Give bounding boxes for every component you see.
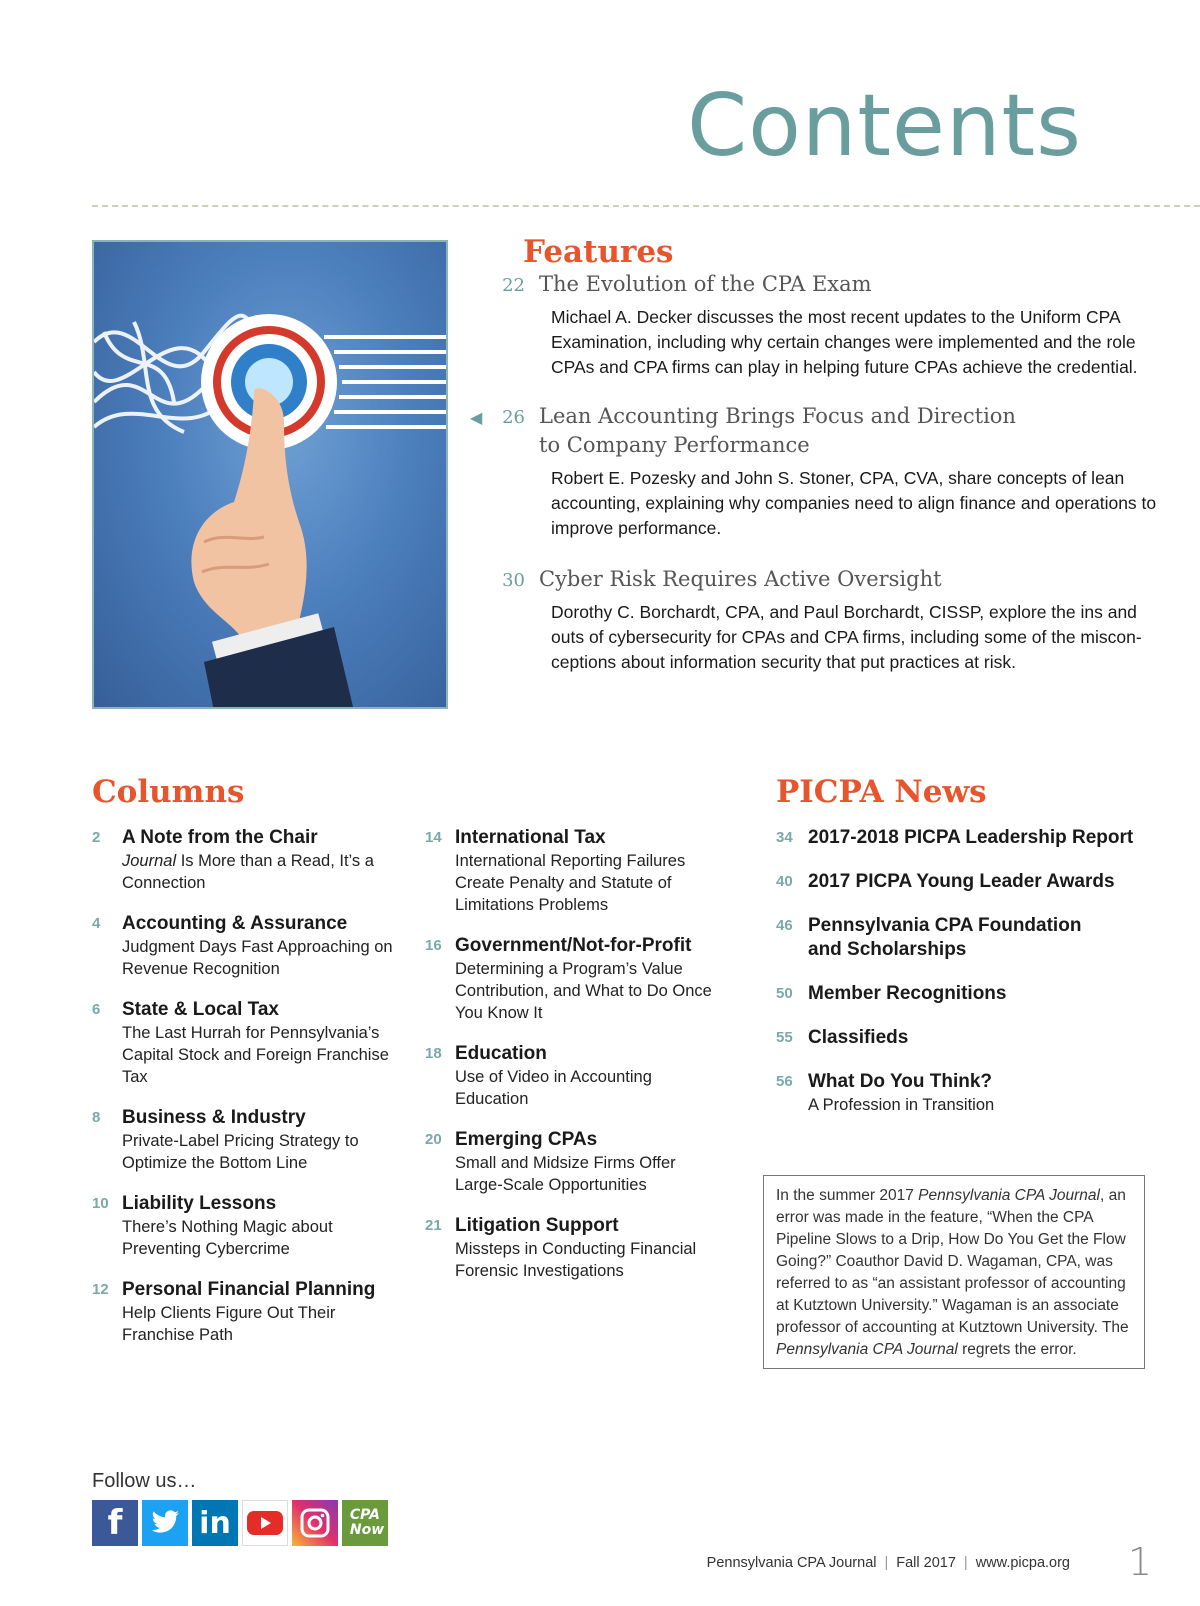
item-title[interactable]: Pennsylvania CPA Foundation and Scholarships xyxy=(808,915,1082,960)
triangle-left-icon: ◀ xyxy=(470,410,483,427)
item-description: Missteps in Conducting Financial Forensic Investigations xyxy=(455,1240,697,1280)
list-item[interactable] xyxy=(92,1106,402,1174)
item-description: Journal Is More than a Read, It’s a Connection xyxy=(122,852,374,892)
item-title[interactable]: Government/Not-for-Profit xyxy=(455,935,692,956)
journal-name: Pennsylvania CPA Journal xyxy=(706,1555,877,1571)
twitter-icon[interactable] xyxy=(142,1500,188,1546)
list-item[interactable] xyxy=(92,998,402,1088)
list-item[interactable] xyxy=(776,1026,1136,1050)
item-title[interactable]: Classifieds xyxy=(808,1027,909,1048)
item-description: Use of Video in Accounting Education xyxy=(455,1068,652,1108)
item-title[interactable]: Emerging CPAs xyxy=(455,1129,598,1150)
feature-description: Dorothy C. Borchardt, CPA, and Paul Borchardt, CISSP, explore the ins and outs of cybersecurity for CPAs and CPA firms, including some of the miscon-ceptions about information security that put practices at risk. xyxy=(551,602,1142,672)
item-page: 8 xyxy=(92,1109,101,1126)
item-description: Help Clients Figure Out Their Franchise Path xyxy=(122,1304,336,1344)
footer: Pennsylvania CPA Journal | Fall 2017 | www.picpa.org xyxy=(706,1555,1070,1571)
item-page: 55 xyxy=(776,1029,793,1046)
facebook-icon[interactable]: f xyxy=(92,1500,138,1546)
header-divider xyxy=(92,205,1200,207)
item-page: 4 xyxy=(92,915,101,932)
item-title[interactable]: Personal Financial Planning xyxy=(122,1279,376,1300)
item-title[interactable]: Business & Industry xyxy=(122,1107,306,1128)
feature-page: 30 xyxy=(502,570,525,591)
list-item[interactable] xyxy=(776,870,1136,894)
item-page: 50 xyxy=(776,985,793,1002)
item-title[interactable]: State & Local Tax xyxy=(122,999,279,1020)
item-page: 56 xyxy=(776,1073,793,1090)
item-page: 40 xyxy=(776,873,793,890)
website-link[interactable]: www.picpa.org xyxy=(975,1555,1070,1571)
feature-title[interactable]: The Evolution of the CPA Exam xyxy=(539,272,872,296)
news-list xyxy=(776,826,1136,1136)
youtube-icon[interactable] xyxy=(242,1500,288,1546)
item-page: 6 xyxy=(92,1001,101,1018)
item-description: The Last Hurrah for Pennsylvania’s Capital Stock and Foreign Franchise Tax xyxy=(122,1024,389,1086)
item-page: 20 xyxy=(425,1131,442,1148)
item-title[interactable]: Education xyxy=(455,1043,547,1064)
item-description: Small and Midsize Firms Offer Large-Scale Opportunities xyxy=(455,1154,676,1194)
item-description: A Profession in Transition xyxy=(808,1096,995,1114)
list-item[interactable] xyxy=(776,826,1136,850)
page-number: 1 xyxy=(1127,1540,1152,1584)
item-title[interactable]: Accounting & Assurance xyxy=(122,913,348,934)
list-item[interactable] xyxy=(776,914,1136,962)
list-item[interactable] xyxy=(425,826,725,916)
item-title[interactable]: Liability Lessons xyxy=(122,1193,277,1214)
item-title[interactable]: What Do You Think? xyxy=(808,1071,992,1092)
list-item[interactable] xyxy=(425,1128,725,1196)
item-page: 10 xyxy=(92,1195,109,1212)
list-item[interactable] xyxy=(92,826,402,894)
issue-label: Fall 2017 xyxy=(896,1555,956,1571)
item-title[interactable]: Member Recognitions xyxy=(808,983,1007,1004)
feature-item[interactable] xyxy=(470,565,1170,675)
feature-item[interactable] xyxy=(470,270,1170,380)
columns-list-left xyxy=(92,826,402,1364)
item-page: 46 xyxy=(776,917,793,934)
item-page: 34 xyxy=(776,829,793,846)
columns-heading: Columns xyxy=(92,774,245,810)
list-item[interactable] xyxy=(776,1070,1136,1116)
page-title: Contents xyxy=(687,76,1082,176)
item-page: 21 xyxy=(425,1217,442,1234)
item-description: There’s Nothing Magic about Preventing Cybercrime xyxy=(122,1218,333,1258)
item-page: 18 xyxy=(425,1045,442,1062)
item-page: 16 xyxy=(425,937,442,954)
instagram-icon[interactable] xyxy=(292,1500,338,1546)
feature-page: 22 xyxy=(502,275,525,296)
follow-us-label: Follow us… xyxy=(92,1470,197,1492)
feature-title[interactable]: Cyber Risk Requires Active Oversight xyxy=(539,567,942,591)
item-description: Judgment Days Fast Approaching on Revenue Recognition xyxy=(122,938,393,978)
item-description: International Reporting Failures Create Penalty and Statute of Limitations Problems xyxy=(455,852,686,914)
list-item[interactable] xyxy=(92,1278,402,1346)
list-item[interactable] xyxy=(776,982,1136,1006)
hero-illustration xyxy=(92,240,448,709)
list-item[interactable] xyxy=(92,912,402,980)
picpa-news-heading: PICPA News xyxy=(776,774,987,810)
columns-list-right xyxy=(425,826,725,1300)
linkedin-icon[interactable]: in xyxy=(192,1500,238,1546)
feature-description: Michael A. Decker discusses the most recent updates to the Uniform CPA Examination, including why certain changes were implemented and the role CPAs and CPA firms can play in helping future CPAs achieve the credential. xyxy=(551,307,1138,377)
item-title[interactable]: 2017 PICPA Young Leader Awards xyxy=(808,871,1115,892)
correction-notice: In the summer 2017 Pennsylvania CPA Journal, an error was made in the feature, “When the CPA Pipeline Slows to a Drip, How Do You Get the Flow Going?” Coauthor David D. Wagaman, CPA, was referred to as “an assistant professor of accounting at Kutztown University.” Wagaman is an associate professor of accounting at Kutztown University. The Pennsylvania CPA Journal regrets the error. xyxy=(763,1175,1145,1369)
item-page: 2 xyxy=(92,829,101,846)
list-item[interactable] xyxy=(425,1214,725,1282)
item-page: 12 xyxy=(92,1281,109,1298)
feature-page: 26 xyxy=(502,407,525,428)
item-title[interactable]: A Note from the Chair xyxy=(122,827,318,848)
feature-title[interactable]: Lean Accounting Brings Focus and Direction to Company Performance xyxy=(539,404,1016,457)
item-title[interactable]: Litigation Support xyxy=(455,1215,619,1236)
features-heading: Features xyxy=(523,234,674,270)
item-title[interactable]: International Tax xyxy=(455,827,606,848)
cpa-now-icon[interactable]: CPA Now xyxy=(342,1500,388,1546)
item-title[interactable]: 2017-2018 PICPA Leadership Report xyxy=(808,827,1134,848)
feature-description: Robert E. Pozesky and John S. Stoner, CPA, CVA, share concepts of lean accounting, explaining why companies need to align finance and operations to improve performance. xyxy=(551,468,1157,538)
feature-item[interactable] xyxy=(470,402,1170,541)
item-description: Private-Label Pricing Strategy to Optimize the Bottom Line xyxy=(122,1132,359,1172)
list-item[interactable] xyxy=(92,1192,402,1260)
list-item[interactable] xyxy=(425,934,725,1024)
item-page: 14 xyxy=(425,829,442,846)
social-links xyxy=(92,1500,388,1546)
item-description: Determining a Program’s Value Contribution, and What to Do Once You Know It xyxy=(455,960,712,1022)
list-item[interactable] xyxy=(425,1042,725,1110)
